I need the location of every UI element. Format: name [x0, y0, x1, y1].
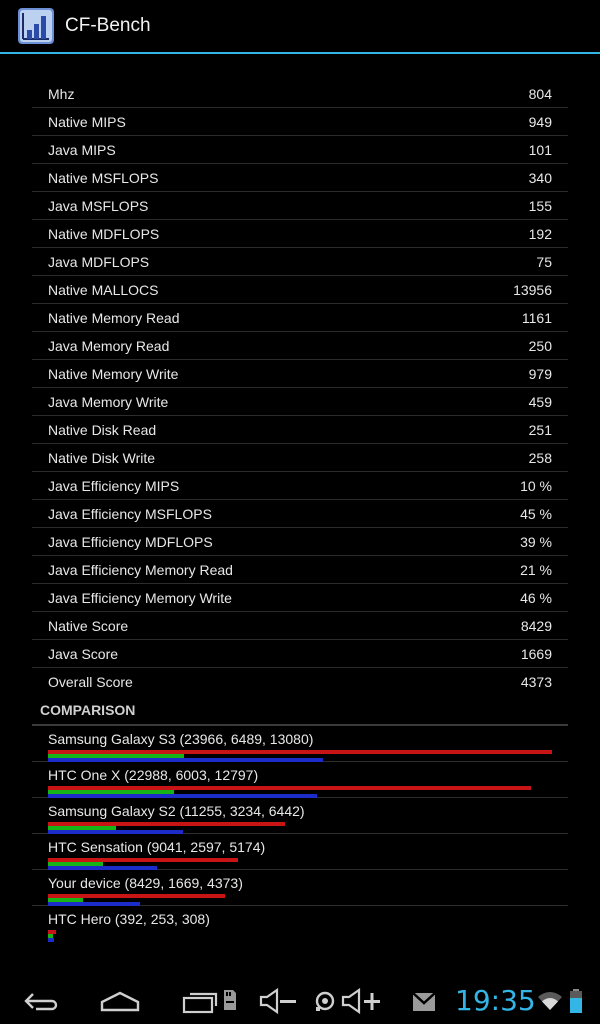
result-label: Java Efficiency MSFLOPS — [48, 505, 212, 522]
back-icon[interactable] — [22, 990, 60, 1012]
result-label: Mhz — [48, 85, 75, 102]
result-value: 8429 — [520, 617, 552, 634]
result-row — [32, 332, 568, 360]
result-row — [32, 556, 568, 584]
result-row — [32, 192, 568, 220]
volume-down-icon[interactable] — [258, 988, 300, 1014]
result-value: 979 — [528, 365, 552, 382]
comparison-bars — [48, 930, 552, 942]
overall-score-bar — [48, 938, 54, 942]
comparison-device-label: Samsung Galaxy S2 (11255, 3234, 6442) — [48, 803, 305, 819]
volume-up-icon[interactable] — [340, 988, 386, 1014]
results-list — [32, 80, 568, 696]
comparison-list — [32, 726, 568, 942]
home-icon[interactable] — [100, 990, 140, 1012]
comparison-item — [32, 870, 568, 906]
comparison-device-label: HTC Sensation (9041, 2597, 5174) — [48, 839, 266, 855]
comparison-header: COMPARISON — [32, 696, 568, 726]
result-row — [32, 444, 568, 472]
result-value: 39 % — [520, 533, 552, 550]
result-value: 21 % — [520, 561, 552, 578]
comparison-item — [32, 834, 568, 870]
result-label: Native MIPS — [48, 113, 126, 130]
cf-bench-logo-icon[interactable] — [18, 8, 54, 44]
result-label: Native MALLOCS — [48, 281, 159, 298]
comparison-device-label: Your device (8429, 1669, 4373) — [48, 875, 243, 891]
result-row — [32, 304, 568, 332]
result-label: Overall Score — [48, 674, 133, 690]
result-row — [32, 248, 568, 276]
result-value: 258 — [528, 449, 552, 466]
result-value: 804 — [528, 85, 552, 102]
status-clock: 19:35 — [455, 983, 536, 1017]
result-value: 1161 — [521, 309, 552, 326]
result-label: Native Memory Write — [48, 365, 179, 382]
comparison-bars — [48, 894, 552, 906]
battery-icon — [569, 988, 583, 1014]
result-row — [32, 584, 568, 612]
result-label: Java MDFLOPS — [48, 253, 150, 270]
result-label: Native Disk Write — [48, 449, 156, 466]
result-label: Native MDFLOPS — [48, 225, 160, 242]
result-row — [32, 164, 568, 192]
comparison-item — [32, 762, 568, 798]
result-row — [32, 612, 568, 640]
comparison-item — [32, 906, 568, 942]
comparison-bars — [48, 786, 552, 798]
result-row — [32, 388, 568, 416]
result-label: Java Memory Read — [48, 337, 170, 354]
result-value: 1669 — [520, 645, 552, 662]
result-value: 459 — [528, 393, 552, 410]
result-row — [32, 640, 568, 668]
result-label: Java Efficiency Memory Write — [48, 589, 232, 606]
sd-card-icon — [222, 988, 238, 1012]
result-label: Native Memory Read — [48, 309, 180, 326]
comparison-item — [32, 798, 568, 834]
comparison-device-label: HTC Hero (392, 253, 308) — [48, 911, 210, 927]
result-row — [32, 80, 568, 108]
result-label: Java MIPS — [48, 141, 116, 158]
screenshot-icon[interactable] — [313, 990, 339, 1012]
comparison-bars — [48, 750, 552, 762]
result-row — [32, 416, 568, 444]
result-label: Native Score — [48, 617, 129, 634]
result-value: 250 — [528, 337, 552, 354]
result-row — [32, 668, 568, 696]
result-label: Java MSFLOPS — [48, 197, 149, 214]
result-label: Java Efficiency MIPS — [48, 477, 180, 494]
result-value: 949 — [528, 113, 552, 130]
comparison-device-label: Samsung Galaxy S3 (23966, 6489, 13080) — [48, 731, 314, 747]
result-row — [32, 108, 568, 136]
recent-apps-icon[interactable] — [182, 988, 222, 1014]
result-value: 155 — [528, 197, 552, 214]
result-value: 192 — [528, 225, 552, 242]
result-label: Native Disk Read — [48, 421, 157, 438]
result-value: 101 — [528, 141, 552, 158]
result-value: 340 — [528, 169, 552, 186]
result-row — [32, 472, 568, 500]
result-row — [32, 360, 568, 388]
gmail-icon — [412, 992, 436, 1012]
result-row — [32, 500, 568, 528]
result-value: 75 — [536, 253, 552, 270]
result-value: 10 % — [520, 477, 552, 494]
result-row — [32, 136, 568, 164]
result-label: Java Efficiency Memory Read — [48, 561, 233, 578]
result-value: 251 — [528, 421, 552, 438]
comparison-bars — [48, 822, 552, 834]
comparison-device-label: HTC One X (22988, 6003, 12797) — [48, 767, 259, 783]
result-label: Java Memory Write — [48, 393, 169, 410]
app-title: CF-Bench — [65, 15, 151, 36]
result-label: Java Score — [48, 645, 119, 662]
action-bar — [0, 0, 600, 54]
comparison-item — [32, 726, 568, 762]
comparison-bars — [48, 858, 552, 870]
result-value: 45 % — [520, 505, 552, 522]
result-row — [32, 276, 568, 304]
result-row — [32, 220, 568, 248]
result-value: 46 % — [520, 589, 552, 606]
result-row — [32, 528, 568, 556]
wifi-icon — [537, 990, 563, 1012]
result-value: 4373 — [520, 674, 552, 690]
result-value: 13956 — [513, 281, 552, 298]
status-clock-container — [455, 976, 536, 1024]
results-panel — [32, 80, 568, 942]
result-label: Native MSFLOPS — [48, 169, 159, 186]
result-label: Java Efficiency MDFLOPS — [48, 533, 213, 550]
system-bar — [0, 976, 600, 1024]
